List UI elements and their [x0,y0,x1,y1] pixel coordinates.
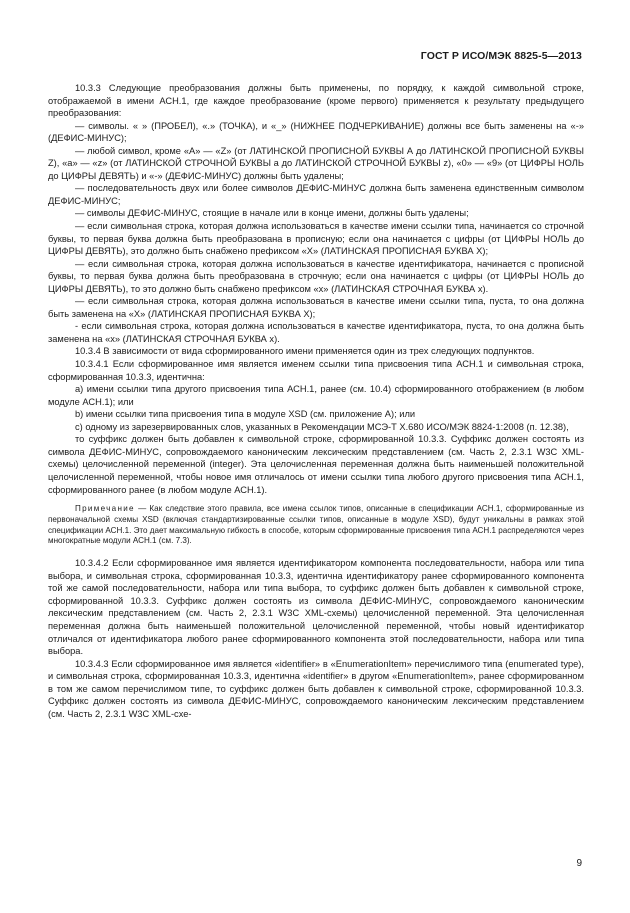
list-item: — последовательность двух или более символов ДЕФИС-МИНУС должна быть заменена единственным символом ДЕФИС-МИНУС; [48,183,584,206]
list-item: — любой символ, кроме «А» — «Z» (от ЛАТИНСКОЙ ПРОПИСНОЙ БУКВЫ А до ЛАТИНСКОЙ ПРОПИСНОЙ БУКВЫ Z), «а» — «z» (от ЛАТИНСКОЙ СТРОЧНОЙ БУКВЫ а до ЛАТИНСКОЙ СТРОЧНОЙ БУКВЫ z), «0» — «9» (от ЦИФРЫ НОЛЬ до ЦИФРЫ ДЕВЯТЬ) и «-» (ДЕФИС-МИНУС) должны быть удалены; [48,145,584,181]
note-text: — Как следствие этого правила, все имена ссылок типов, описанные в спецификации АСН.1, сформированные из первоначальной схемы XSD (включая стандартизированные ссылки типов, описанные в модуле XSD), будут уникальны в рамках этой спецификации АСН.1. Это дает максимальную гибкость в способе, которым сформированные присвоения типа АСН.1 распределяются через многократные модули АСН.1 (см. 7.3). [48,504,584,546]
paragraph: то суффикс должен быть добавлен к символьной строке, сформированной 10.3.3. Суффикс должен состоять из символа ДЕФИС-МИНУС, сопровождаемого каноническим лексическим представлением (см. Часть 2, 2.3.1 W3C XML-схемы) целочисленной переменной (integer). Эта целочисленная переменная должна быть наименьшей положительной целочисленной переменной, чтобы новое имя отличалось от имени ссылки типа любого другого присвоения типа АСН.1, сформированного ранее (в любом модуле АСН.1). [48,434,584,495]
page-number: 9 [576,858,582,869]
list-item: — символы ДЕФИС-МИНУС, стоящие в начале или в конце имени, должны быть удалены; [75,208,469,219]
paragraph: 10.3.4.1 Если сформированное имя является именем ссылки типа присвоения типа АСН.1 и символьная строка, сформированная 10.3.3, идентична: [48,359,584,382]
note [48,504,584,547]
paragraph: 10.3.3 Следующие преобразования должны быть применены, по порядку, к каждой символьной строке, отображаемой в имени АСН.1, где каждое преобразование (кроме первого) применяется к результату предыдущего преобразования: [48,83,584,119]
paragraph: 10.3.4 В зависимости от вида сформированного имени применяется один из трех следующих подпунктов. [75,346,535,357]
list-item: — если символьная строка, которая должна использоваться в качестве идентификатора, начинается с прописной буквы, то первая буква должна быть преобразована в строчную; если она начинается с цифры (от ЦИФРЫ НОЛЬ до ЦИФРЫ ДЕВЯТЬ), то это должно быть снабжено префиксом «x» (ЛАТИНСКАЯ СТРОЧНАЯ БУКВА x). [48,258,584,294]
list-item: — если символьная строка, которая должна использоваться в качестве имени ссылки типа, начинается со строчной буквы, то первая буква должна быть преобразована в прописную; если она начинается с цифры (от ЦИФРЫ НОЛЬ до ЦИФРЫ ДЕВЯТЬ), это должно быть снабжено префиксом «X» (ЛАТИНСКАЯ ПРОПИСНАЯ БУКВА X); [48,221,584,257]
note-label: Примечание [75,504,135,514]
list-item: - если символьная строка, которая должна использоваться в качестве идентификатора, пуста, то она должна быть заменена на «x» (ЛАТИНСКАЯ СТРОЧНАЯ БУКВА x). [48,321,584,344]
paragraph: 10.3.4.2 Если сформированное имя является идентификатором компонента последовательности, набора или типа выбора, и символьная строка, сформированная 10.3.3, идентична идентификатору ранее сформированного компонента той же самой последовательности, набора или типа выбора, то суффикс должен быть добавлен к символьной строке, сформированной 10.3.3. Суффикс должен состоять из символа ДЕФИС-МИНУС, сопровождаемого каноническим лексическим представлением (см. Часть 2, 2.3.1 W3C XML-схемы) целочисленной переменной. Эта целочисленная переменная должна быть наименьшей положительной целочисленной переменной, чтобы новый идентификатор отличался от идентификатора любого ранее сформированного компонента этой последовательности, набора или типа выбора. [48,558,584,657]
page-header: ГОСТ Р ИСО/МЭК 8825-5—2013 [420,50,582,62]
list-item: — если символьная строка, которая должна использоваться в качестве имени ссылки типа, пуста, то она должна быть заменена на «X» (ЛАТИНСКАЯ ПРОПИСНАЯ БУКВА X); [48,296,584,319]
list-item: b) имени ссылки типа присвоения типа в модуле XSD (см. приложение А); или [75,409,416,420]
paragraph: 10.3.4.3 Если сформированное имя является «identifier» в «EnumerationItem» перечислимого типа (enumerated type), и символьная строка, сформированная 10.3.3, идентична «identifier» в другом «EnumerationItem», ранее сформированном в том же самом перечислимом типе, то суффикс должен быть добавлен к символьной строке, сформированной 10.3.3. Суффикс должен состоять из символа ДЕФИС-МИНУС, сопровождаемого каноническим лексическим представлением (см. Часть 2, 2.3.1 W3C XML-схе- [48,658,584,719]
list-item: с) одному из зарезервированных слов, указанных в Рекомендации МСЭ-Т Х.680 ИСО/МЭК 8824-1:2008 (п. 12.38), [75,421,569,432]
document-body [48,82,584,720]
list-item: а) имени ссылки типа другого присвоения типа АСН.1, ранее (см. 10.4) сформированного отображением (в любом модуле АСН.1); или [48,384,584,407]
list-item: — символы. « » (ПРОБЕЛ), «.» (ТОЧКА), и «_» (НИЖНЕЕ ПОДЧЕРКИВАНИЕ) должны все быть заменены на «-» (ДЕФИС-МИНУС); [48,120,584,144]
